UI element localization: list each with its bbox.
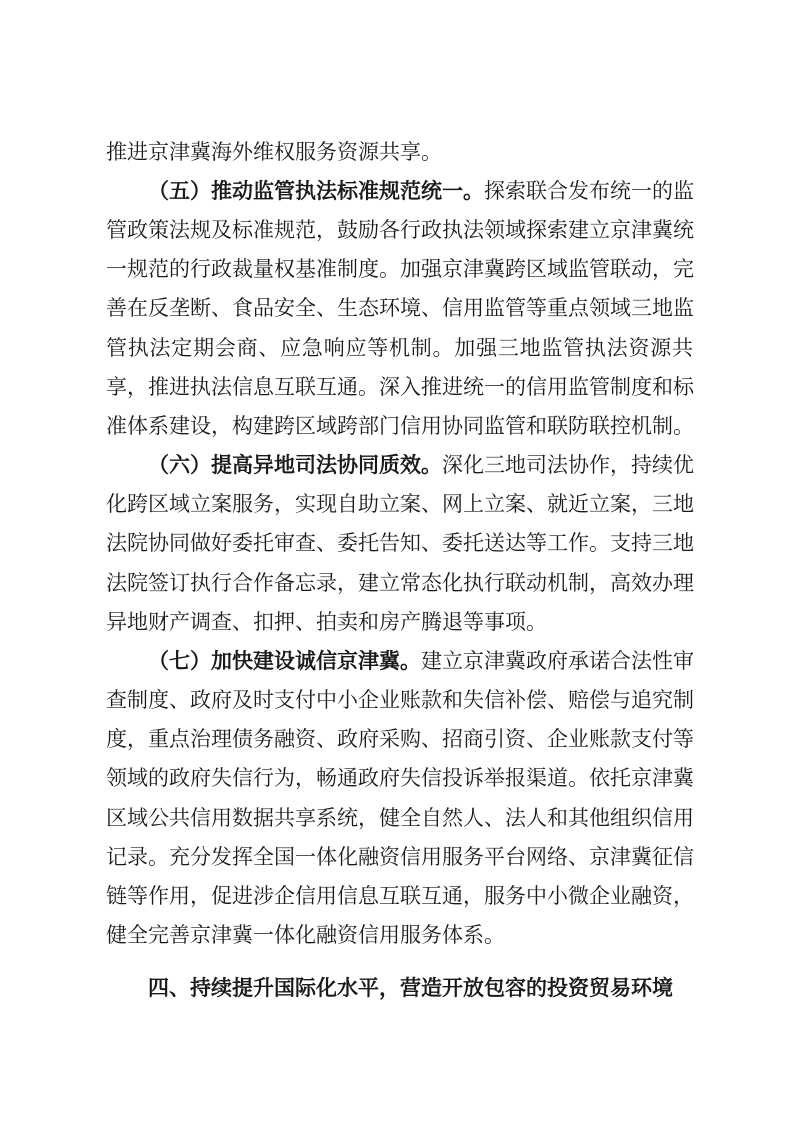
paragraph-line: 准体系建设，构建跨区域跨部门信用协同监管和联防联控机制。 [106, 414, 694, 438]
paragraph-line: 善在反垄断、食品安全、生态环境、信用监管等重点领域三地监 [106, 296, 694, 320]
paragraph-line: 链等作用，促进涉企信用信息互联互通，服务中小微企业融资， [106, 884, 694, 908]
paragraph-line: 异地财产调查、扣押、拍卖和房产腾退等事项。 [106, 610, 547, 634]
paragraph-first-line [148, 646, 693, 676]
paragraph-text: 探索联合发布统一的监 [484, 179, 694, 203]
paragraph-line: 一规范的行政裁量权基准制度。加强京津冀跨区域监管联动，完 [106, 257, 694, 281]
paragraph-line: 管执法定期会商、应急响应等机制。加强三地监管执法资源共 [106, 336, 693, 360]
paragraph-line: 推进京津冀海外维权服务资源共享。 [106, 140, 442, 164]
paragraph-line: 管政策法规及标准规范，鼓励各行政执法领域探索建立京津冀统 [106, 218, 694, 242]
paragraph-line: 健全完善京津冀一体化融资信用服务体系。 [106, 923, 505, 947]
paragraph-line: 享，推进执法信息互联互通。深入推进统一的信用监管制度和标 [106, 375, 694, 399]
paragraph-line: 法院协同做好委托审查、委托告知、委托送达等工作。支持三地 [106, 531, 694, 555]
paragraph-heading-7: （七）加快建设诚信京津冀。 [148, 649, 421, 673]
paragraph-line: 领域的政府失信行为，畅通政府失信投诉举报渠道。依托京津冀 [106, 766, 694, 790]
paragraph-heading-6: （六）提高异地司法协同质效。 [148, 453, 442, 477]
paragraph-text: 建立京津冀政府承诺合法性审 [421, 649, 694, 673]
paragraph-line: 化跨区域立案服务，实现自助立案、网上立案、就近立案，三地 [106, 492, 694, 516]
paragraph-line: 查制度、政府及时支付中小企业账款和失信补偿、赔偿与追究制 [106, 688, 694, 712]
paragraph-heading-5: （五）推动监管执法标准规范统一。 [148, 179, 484, 203]
paragraph-line: 区域公共信用数据共享系统，健全自然人、法人和其他组织信用 [106, 806, 694, 830]
paragraph-text: 深化三地司法协作，持续优 [442, 453, 694, 477]
paragraph-line: 法院签订执行合作备忘录，建立常态化执行联动机制，高效办理 [106, 571, 694, 595]
section-heading: 四、持续提升国际化水平，营造开放包容的投资贸易环境 [148, 976, 673, 1000]
paragraph-first-line [148, 450, 693, 480]
paragraph-first-line [148, 176, 693, 206]
paragraph-line: 记录。充分发挥全国一体化融资信用服务平台网络、京津冀征信 [106, 845, 694, 869]
paragraph-line: 度，重点治理债务融资、政府采购、招商引资、企业账款支付等 [106, 727, 694, 751]
